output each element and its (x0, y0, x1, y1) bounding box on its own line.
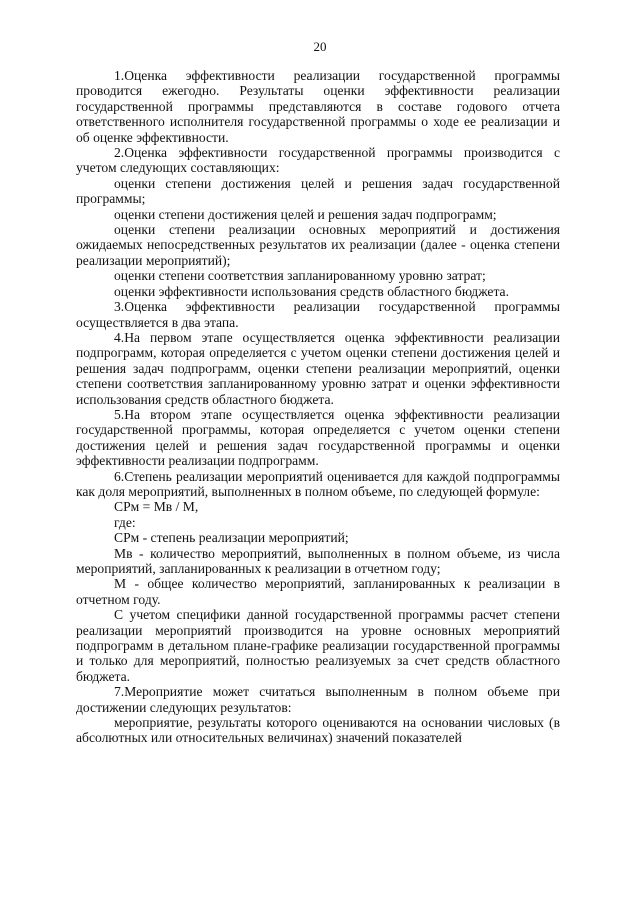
list-item: оценки степени достижения целей и решения задач подпрограмм; (114, 206, 497, 222)
paragraph: 5.На втором этапе осуществляется оценка эффективности реализации государственной программы, которая определяется с учетом оценки степени достижения целей и решения задач государственной программы и оценки эффективности реализации подпрограмм. (76, 406, 560, 469)
paragraph: 2.Оценка эффективности государственной программы производится с учетом следующих составляющих: (76, 145, 560, 176)
list-item: оценки эффективности использования средств областного бюджета. (114, 283, 509, 299)
page-number: 20 (313, 39, 327, 54)
list-item: оценки степени соответствия запланированному уровню затрат; (114, 268, 486, 284)
formula-definition: СРм - степень реализации мероприятий; (114, 530, 349, 546)
paragraph: 3.Оценка эффективности реализации государственной программы осуществляется в два этапа. (76, 299, 560, 330)
paragraph: 7.Мероприятие может считаться выполненным в полном объеме при достижении следующих результатов: (76, 684, 560, 715)
paragraph: 4.На первом этапе осуществляется оценка эффективности реализации подпрограмм, которая определяется с учетом оценки степени достижения целей и решения задач подпрограмм, оценки степени реализации мероприятий, оценки степени соответствия запланированному уровню затрат и оценки эффективности использования средств областного бюджета. (76, 329, 560, 407)
formula-definition: Мв - количество мероприятий, выполненных в полном объеме, из числа мероприятий, запланированных к реализации в отчетном году; (76, 545, 560, 576)
paragraph: 6.Степень реализации мероприятий оценивается для каждой подпрограммы как доля мероприятий, выполненных в полном объеме, по следующей формуле: (76, 468, 560, 499)
formula-where-label: где: (114, 514, 136, 530)
list-item: оценки степени достижения целей и решения задач государственной программы; (76, 175, 560, 207)
paragraph: 1.Оценка эффективности реализации государственной программы проводится ежегодно. Результаты оценки эффективности реализации государственной программы представляются в составе годового отчета ответственного исполнителя государственной программы о ходе ее реализации и об оценке эффективности. (76, 68, 560, 145)
list-item: оценки степени реализации основных мероприятий и достижения ожидаемых непосредственных результатов их реализации (далее - оценка степени реализации мероприятий); (76, 222, 560, 268)
formula-definition: М - общее количество мероприятий, запланированных к реализации в отчетном году. (76, 576, 560, 607)
formula: СРм = Мв / М, (114, 499, 199, 515)
document-body (76, 68, 560, 746)
paragraph: мероприятие, результаты которого оцениваются на основании числовых (в абсолютных или относительных величинах) значений показателей (76, 715, 560, 746)
paragraph: С учетом специфики данной государственной программы расчет степени реализации мероприятий производится на уровне основных мероприятий подпрограмм в детальном плане-графике реализации государственной программы и только для мероприятий, полностью реализуемых за счет средств областного бюджета. (76, 607, 560, 684)
